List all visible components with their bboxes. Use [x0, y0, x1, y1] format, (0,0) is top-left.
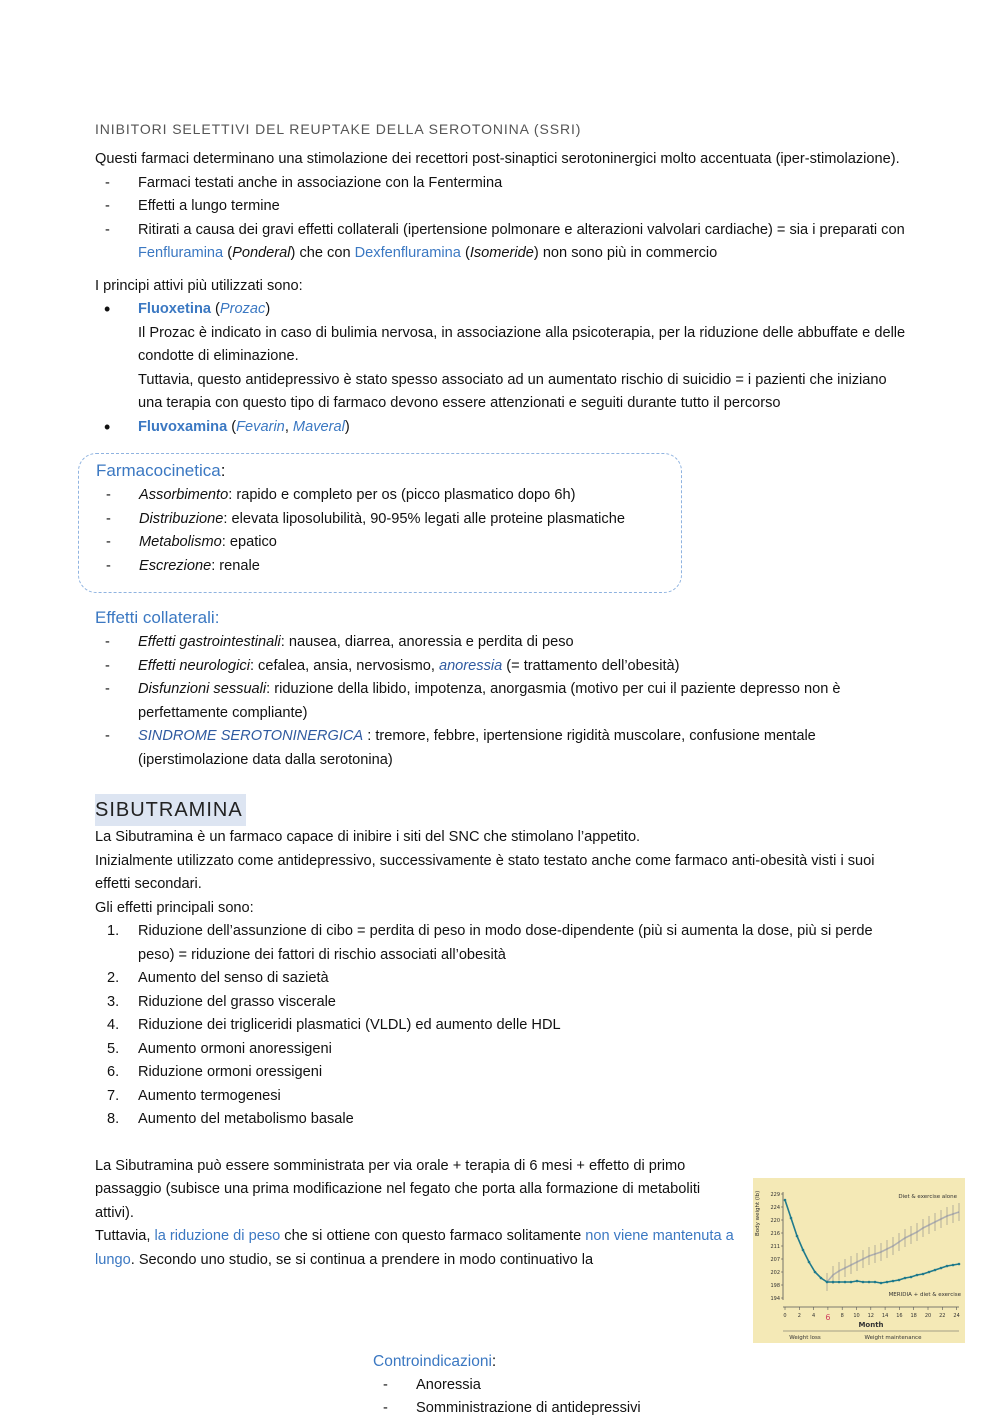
text: Riduzione del grasso viscerale — [138, 993, 336, 1010]
list-item — [96, 484, 681, 508]
data-point — [952, 1264, 955, 1267]
x-axis-label: Month — [858, 1321, 884, 1329]
term: Escrezione — [139, 557, 212, 574]
series-group — [784, 1199, 961, 1291]
phase2-label: Weight maintenance — [864, 1335, 922, 1341]
term: Effetti gastrointestinali — [138, 634, 281, 650]
controindicazioni-block — [373, 1350, 773, 1421]
x-tick-label: 24 — [953, 1313, 960, 1319]
y-tick-label: 216 — [770, 1231, 780, 1237]
x-tick-label: 6 — [825, 1313, 831, 1322]
text: Aumento termogenesi — [138, 1087, 281, 1104]
text: : elevata liposolubilità, 90-95% legati alle proteine plasmatiche — [223, 510, 625, 527]
controindicazioni-list — [373, 1374, 773, 1421]
data-point — [910, 1276, 913, 1279]
list-item-fluoxetina: • Fluoxetina (Prozac) Il Prozac è indicato in caso di bulimia nervosa, in associazione alla psicoterapia, per la riduzione delle abbuffate e delle condotte di eliminazione. Tuttavia, questo antidepressivo è stato spesso associato ad un aumentato rischio di suicidio = i pazienti che iniziano una terapia con questo tipo di farmaco devono essere attenzionati e seguiti durante tutto il percorso — [95, 298, 910, 416]
y-tick-label: 202 — [770, 1270, 780, 1276]
data-point — [880, 1282, 883, 1285]
text: Aumento ormoni anoressigeni — [138, 1040, 332, 1057]
farmacocinetica-box — [78, 453, 682, 593]
brand-prozac: Prozac — [219, 301, 266, 317]
term: Distribuzione — [139, 510, 224, 527]
x-tick-label: 4 — [812, 1313, 816, 1319]
effetti-title: Effetti collaterali: — [95, 608, 220, 627]
controindicazioni-title: Controindicazioni: — [373, 1353, 497, 1370]
highlight: non viene mantenuta a lungo — [95, 1228, 734, 1268]
data-point — [904, 1277, 907, 1280]
page-content — [95, 118, 910, 1272]
weight-chart-svg — [753, 1178, 965, 1343]
sib-p2: Inizialmente utilizzato come antidepressivo, successivamente è stato testato anche come farmaco anti-obesità visti i suoi effetti secondari. — [95, 852, 875, 892]
data-point — [940, 1267, 943, 1270]
list-item — [96, 555, 681, 579]
term: Effetti neurologici — [138, 657, 250, 674]
number: 2. — [107, 970, 120, 986]
list-item: - Effetti a lungo termine — [95, 195, 910, 219]
data-point — [790, 1217, 793, 1220]
drug-dexfenfluramina: Dexfenfluramina — [354, 245, 461, 261]
y-tick-label: 224 — [770, 1205, 780, 1211]
number: 4. — [107, 1017, 120, 1033]
brand-ponderal: Ponderal — [232, 245, 291, 261]
text: Ritirati a causa dei gravi effetti collaterali (ipertensione polmonare e alterazioni valvolari cardiache) = sia i preparati con — [138, 221, 905, 238]
x-tick-label: 18 — [910, 1313, 917, 1319]
data-point — [784, 1199, 787, 1202]
number: 1. — [107, 923, 120, 939]
drug-fluvoxamina: Fluvoxamina — [138, 418, 228, 435]
list-item — [95, 1108, 910, 1132]
text: che con — [295, 245, 355, 261]
list-item — [96, 508, 681, 532]
data-point — [946, 1265, 949, 1268]
list-item-fluvoxamina: • Fluvoxamina (Fevarin, Maveral) — [95, 416, 910, 440]
data-point — [832, 1281, 835, 1284]
data-point — [856, 1280, 859, 1283]
data-point — [928, 1271, 931, 1274]
list-item — [95, 725, 910, 772]
data-point — [844, 1281, 847, 1284]
list-item: - Anoressia — [373, 1374, 773, 1398]
weight-chart-figure — [753, 1178, 965, 1343]
sib-tuttavia — [95, 1225, 740, 1272]
principi-intro: I principi attivi più utilizzati sono: — [95, 277, 303, 294]
list-item — [96, 531, 681, 555]
data-point — [958, 1263, 961, 1266]
x-tick-label: 0 — [783, 1313, 787, 1319]
text: Riduzione dei trigliceridi plasmatici (VLDL) ed aumento delle HDL — [138, 1017, 561, 1033]
term: Disfunzioni sessuali — [138, 681, 267, 697]
y-tick-label: 220 — [770, 1218, 780, 1224]
y-ticks — [770, 1192, 783, 1302]
text: : cefalea, ansia, nervosismo, — [249, 657, 439, 674]
text: : renale — [211, 557, 260, 574]
list-item: - Ritirati a causa dei gravi effetti collaterali (ipertensione polmonare e alterazioni valvolari cardiache) = sia i preparati con Fenfluramina (Ponderal) che con Dexfenfluramina (Isomeride) non sono più in commercio — [95, 219, 910, 266]
text: : epatico — [221, 534, 277, 550]
text: Riduzione ormoni oressigeni — [138, 1064, 323, 1080]
data-point — [820, 1277, 823, 1280]
data-point — [826, 1281, 829, 1284]
data-point — [916, 1274, 919, 1277]
x-tick-label: 22 — [939, 1313, 946, 1319]
data-point — [934, 1269, 937, 1272]
sib-p3: Gli effetti principali sono: — [95, 899, 254, 916]
x-tick-label: 12 — [867, 1313, 874, 1319]
text: Aumento del metabolismo basale — [138, 1111, 354, 1127]
text: Tuttavia, — [95, 1228, 155, 1244]
ssri-notes-list — [95, 172, 910, 266]
list-item — [95, 967, 910, 991]
y-tick-label: 194 — [770, 1296, 780, 1302]
sib-admin-block — [95, 1155, 740, 1273]
effetti-list — [95, 631, 910, 772]
data-point — [874, 1281, 877, 1284]
brand-fevarin: Fevarin — [236, 418, 285, 435]
data-point — [808, 1261, 811, 1264]
data-point — [796, 1235, 799, 1238]
sib-p1: La Sibutramina è un farmaco capace di inibire i siti del SNC che stimolano l’appetito. — [95, 829, 641, 845]
prozac-warning: Tuttavia, questo antidepressivo è stato spesso associato ad un aumentato rischio di suicidio = i pazienti che iniziano una terapia con questo tipo di farmaco devono essere attenzionati e seguiti durante tutto il percorso — [138, 371, 887, 411]
data-point — [892, 1280, 895, 1283]
drug-fenfluramina: Fenfluramina — [138, 245, 224, 261]
ssri-heading: INIBITORI SELETTIVI DEL REUPTAKE DELLA SEROTONINA (SSRI) — [95, 121, 582, 137]
list-item — [95, 991, 910, 1015]
data-point — [814, 1271, 817, 1274]
highlight: la riduzione di peso — [154, 1228, 281, 1244]
number: 8. — [107, 1111, 120, 1127]
text: : nausea, diarrea, anoressia e perdita di peso — [280, 634, 574, 650]
number: 7. — [107, 1087, 120, 1104]
x-tick-label: 2 — [797, 1313, 801, 1319]
farmacocinetica-list — [96, 484, 681, 578]
x-tick-label: 10 — [853, 1313, 860, 1319]
text: : rapido e completo per os (picco plasmatico dopo 6h) — [228, 487, 576, 503]
data-point — [862, 1281, 865, 1284]
term: Metabolismo — [139, 534, 222, 550]
text: (= trattamento dell’obesità) — [502, 657, 680, 674]
list-item — [95, 631, 910, 655]
series-bottom-line — [785, 1200, 959, 1283]
data-point — [886, 1281, 889, 1284]
list-item — [95, 920, 910, 967]
y-axis-label: Body weight (lb) — [755, 1190, 761, 1236]
number: 6. — [107, 1064, 120, 1080]
list-item — [95, 1061, 910, 1085]
list-item: - Somministrazione di antidepressivi — [373, 1397, 773, 1421]
data-point — [868, 1281, 871, 1284]
data-point — [898, 1279, 901, 1282]
phase1-label: Weight loss — [789, 1335, 821, 1341]
y-tick-label: 207 — [770, 1257, 780, 1263]
highlight: anoressia — [438, 657, 503, 674]
x-tick-label: 14 — [881, 1313, 889, 1319]
number: 5. — [107, 1040, 120, 1057]
data-point — [850, 1281, 853, 1284]
farmacocinetica-title: Farmacocinetica: — [96, 461, 226, 480]
title-text: Farmacocinetica — [96, 461, 221, 480]
data-point — [802, 1249, 805, 1252]
brand-isomeride: Isomeride — [469, 245, 534, 261]
list-item: - Farmaci testati anche in associazione con la Fentermina — [95, 172, 910, 196]
term: SINDROME SEROTONINERGICA — [138, 728, 364, 744]
principi-list — [95, 298, 910, 439]
drug-fluoxetina: Fluoxetina — [138, 301, 211, 317]
list-item — [95, 1014, 910, 1038]
text: Riduzione dell’assunzione di cibo = perdita di peso in modo dose-dipendente (più si aumenta la dose, più si perde peso) = riduzione dei fattori di rischio associati all’obesità — [138, 923, 873, 963]
text: non sono più in commercio — [538, 245, 718, 261]
text: . Secondo uno studio, se si continua a prendere in modo continuativo la — [130, 1251, 594, 1268]
list-item — [95, 1085, 910, 1109]
term: Assorbimento — [139, 487, 229, 503]
y-tick-label: 229 — [770, 1192, 780, 1198]
x-tick-label: 20 — [924, 1313, 932, 1319]
data-point — [838, 1281, 841, 1284]
x-tick-label: 16 — [896, 1313, 903, 1319]
data-point — [922, 1273, 925, 1276]
text: : riduzione della libido, impotenza, anorgasmia (motivo per cui il paziente depresso non è perfettamente compliante) — [138, 681, 841, 721]
series-bottom-label: MERIDIA + diet & exercise — [888, 1292, 961, 1298]
sib-effects-list — [95, 920, 910, 1132]
list-item — [95, 1038, 910, 1062]
text: Aumento del senso di sazietà — [138, 970, 329, 986]
title-text: Controindicazioni — [373, 1353, 492, 1370]
y-tick-label: 198 — [770, 1283, 780, 1289]
list-item — [95, 678, 910, 725]
sibutramina-heading-wrap — [95, 794, 910, 826]
text: che si ottiene con questo farmaco solitamente — [280, 1228, 586, 1244]
text: : tremore, febbre, ipertensione rigidità muscolare, confusione mentale (iperstimolazione data dalla serotonina) — [138, 728, 816, 768]
series-top-label: Diet & exercise alone — [898, 1194, 957, 1200]
ssri-intro: Questi farmaci determinano una stimolazione dei recettori post-sinaptici serotoninergici molto accentuata (iper-stimolazione). — [95, 151, 900, 167]
sib-admin: La Sibutramina può essere somministrata per via orale + terapia di 6 mesi + effetto di primo passaggio (subisce una prima modificazione nel fegato che porta alla formazione di metaboliti attivi). — [95, 1157, 701, 1221]
number: 3. — [107, 993, 120, 1010]
y-tick-label: 211 — [770, 1244, 780, 1250]
prozac-description: Il Prozac è indicato in caso di bulimia nervosa, in associazione alla psicoterapia, per la riduzione delle abbuffate e delle condotte di eliminazione. — [138, 324, 906, 364]
x-tick-label: 8 — [840, 1313, 844, 1319]
sibutramina-title: SIBUTRAMINA — [95, 794, 246, 826]
x-ticks — [783, 1307, 959, 1322]
list-item — [95, 655, 910, 679]
brand-maveral: Maveral — [292, 418, 345, 435]
